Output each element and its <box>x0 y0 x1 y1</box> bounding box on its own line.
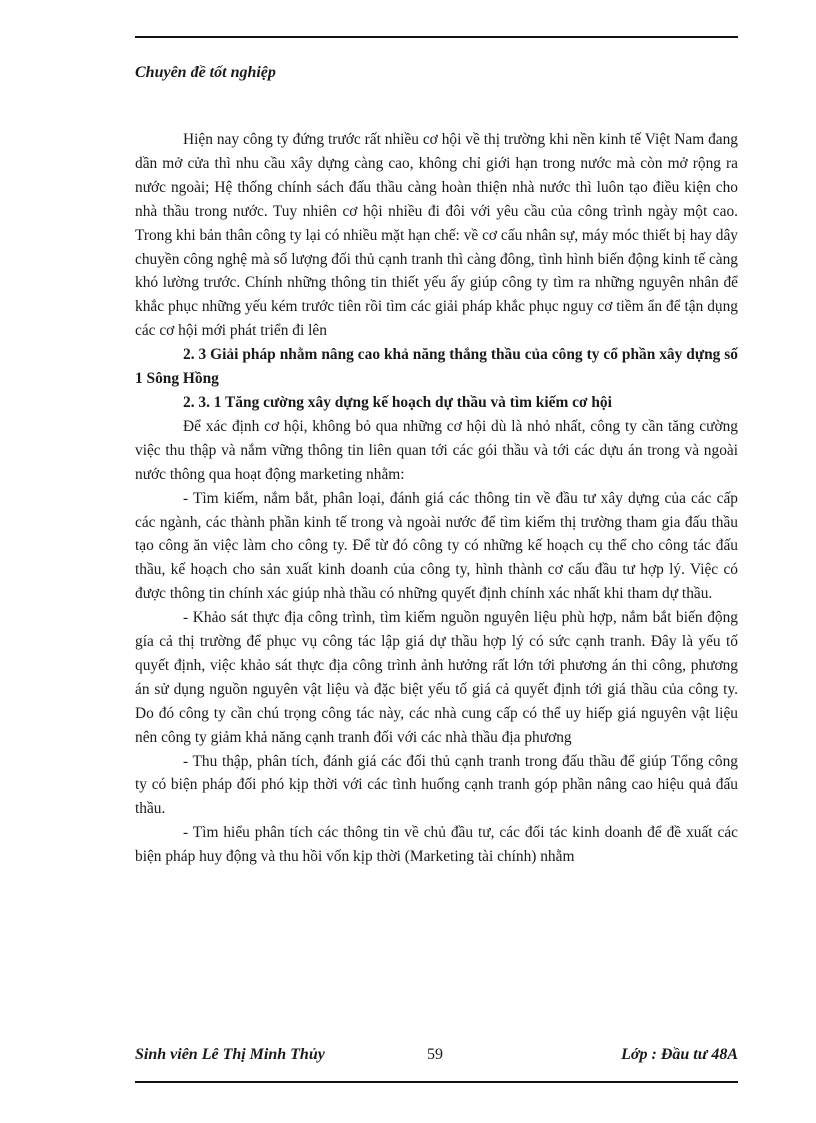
bullet-paragraph: - Thu thập, phân tích, đánh giá các đối thủ cạnh tranh trong đấu thầu để giúp Tổng công ty có biện pháp đối phó kịp thời với các tình huống cạnh tranh góp phần nâng cao hiệu quả đấu thầu. <box>135 752 738 818</box>
section-heading: 2. 3 Giải pháp nhằm nâng cao khả năng thắng thầu của công ty cổ phần xây dựng số 1 Sông Hồng <box>135 346 738 388</box>
paragraph: Hiện nay công ty đứng trước rất nhiều cơ hội về thị trường khi nền kinh tế Việt Nam đang dần mở cửa thì nhu cầu xây dựng càng cao, không chỉ giới hạn trong nước mà còn mở rộng ra nước ngoài; Hệ thống chính sách đấu thầu càng hoàn thiện nhà nước thì luôn tạo điều kiện cho nhà thầu trong nước. Tuy nhiên cơ hội nhiều đi đôi với yêu cầu của công trình ngày một cao. Trong khi bản thân công ty lại có nhiều mặt hạn chế: về cơ cấu nhân sự, máy móc thiết bị hay dây chuyền công nghệ mà số lượng đối thủ cạnh tranh thì càng đông, tình hình biến động kinh tế càng khó lường trước. Chính những thông tin thiết yếu ấy giúp công ty tìm ra những nguyên nhân để khắc phục những yếu kém trước tiên rồi tìm các giải pháp khắc phục nguy cơ tiềm ẩn để tận dụng các cơ hội mới phát triển đi lên <box>135 131 738 340</box>
bullet-paragraph: - Tìm kiếm, nắm bắt, phân loại, đánh giá các thông tin về đầu tư xây dựng của các cấp các ngành, các thành phần kinh tế trong và ngoài nước để tìm kiếm thị trường tham gia đấu thầu tạo công ăn việc làm cho công ty. Để từ đó công ty có những kế hoạch cụ thể cho công tác đấu thầu, kế hoạch cho sản xuất kinh doanh của công ty, hình thành cơ cấu đầu tư hợp lý. Việc có được thông tin chính xác giúp nhà thầu có những quyết định chính xác nhất khi tham dự thầu. <box>135 489 738 603</box>
footer-rule <box>135 1081 738 1083</box>
header-rule <box>135 36 738 38</box>
page-number: 59 <box>427 1046 443 1063</box>
bullet-paragraph: - Khảo sát thực địa công trình, tìm kiếm nguồn nguyên liệu phù hợp, nắm bắt biến động gía cả thị trường để phục vụ công tác lập giá dự thầu hợp lý có sức cạnh tranh. Đây là yếu tố quyết định, việc khảo sát thực địa công trình ảnh hưởng rất lớn tới phương án thi công, phương án sử dụng nguồn nguyên vật liệu và đặc biệt yếu tố giá cả quyết định tới giá thầu của công ty. Do đó công ty cần chú trọng công tác này, các nhà cung cấp có thể uy hiếp giá nguyên vật liệu nên công ty giảm khả năng cạnh tranh đối với các nhà thầu địa phương <box>135 609 738 746</box>
footer-class: Lớp : Đầu tư 48A <box>621 1046 738 1063</box>
header-title: Chuyên đề tốt nghiệp <box>135 64 276 81</box>
page-footer <box>135 1046 738 1070</box>
bullet-paragraph: - Tìm hiểu phân tích các thông tin về chủ đầu tư, các đối tác kinh doanh để đề xuất các biện pháp huy động và thu hồi vốn kịp thời (Marketing tài chính) nhằm <box>135 824 738 866</box>
paragraph: Để xác định cơ hội, không bỏ qua những cơ hội dù là nhỏ nhất, công ty cần tăng cường việc thu thập và nắm vững thông tin liên quan tới các gói thầu và tới các dựu án trong và ngoài nước thông qua hoạt động marketing nhằm: <box>135 417 738 483</box>
subsection-heading: 2. 3. 1 Tăng cường xây dựng kế hoạch dự thầu và tìm kiếm cơ hội <box>183 393 612 411</box>
footer-student-name: Sinh viên Lê Thị Minh Thủy <box>135 1046 325 1063</box>
document-body <box>135 128 738 869</box>
